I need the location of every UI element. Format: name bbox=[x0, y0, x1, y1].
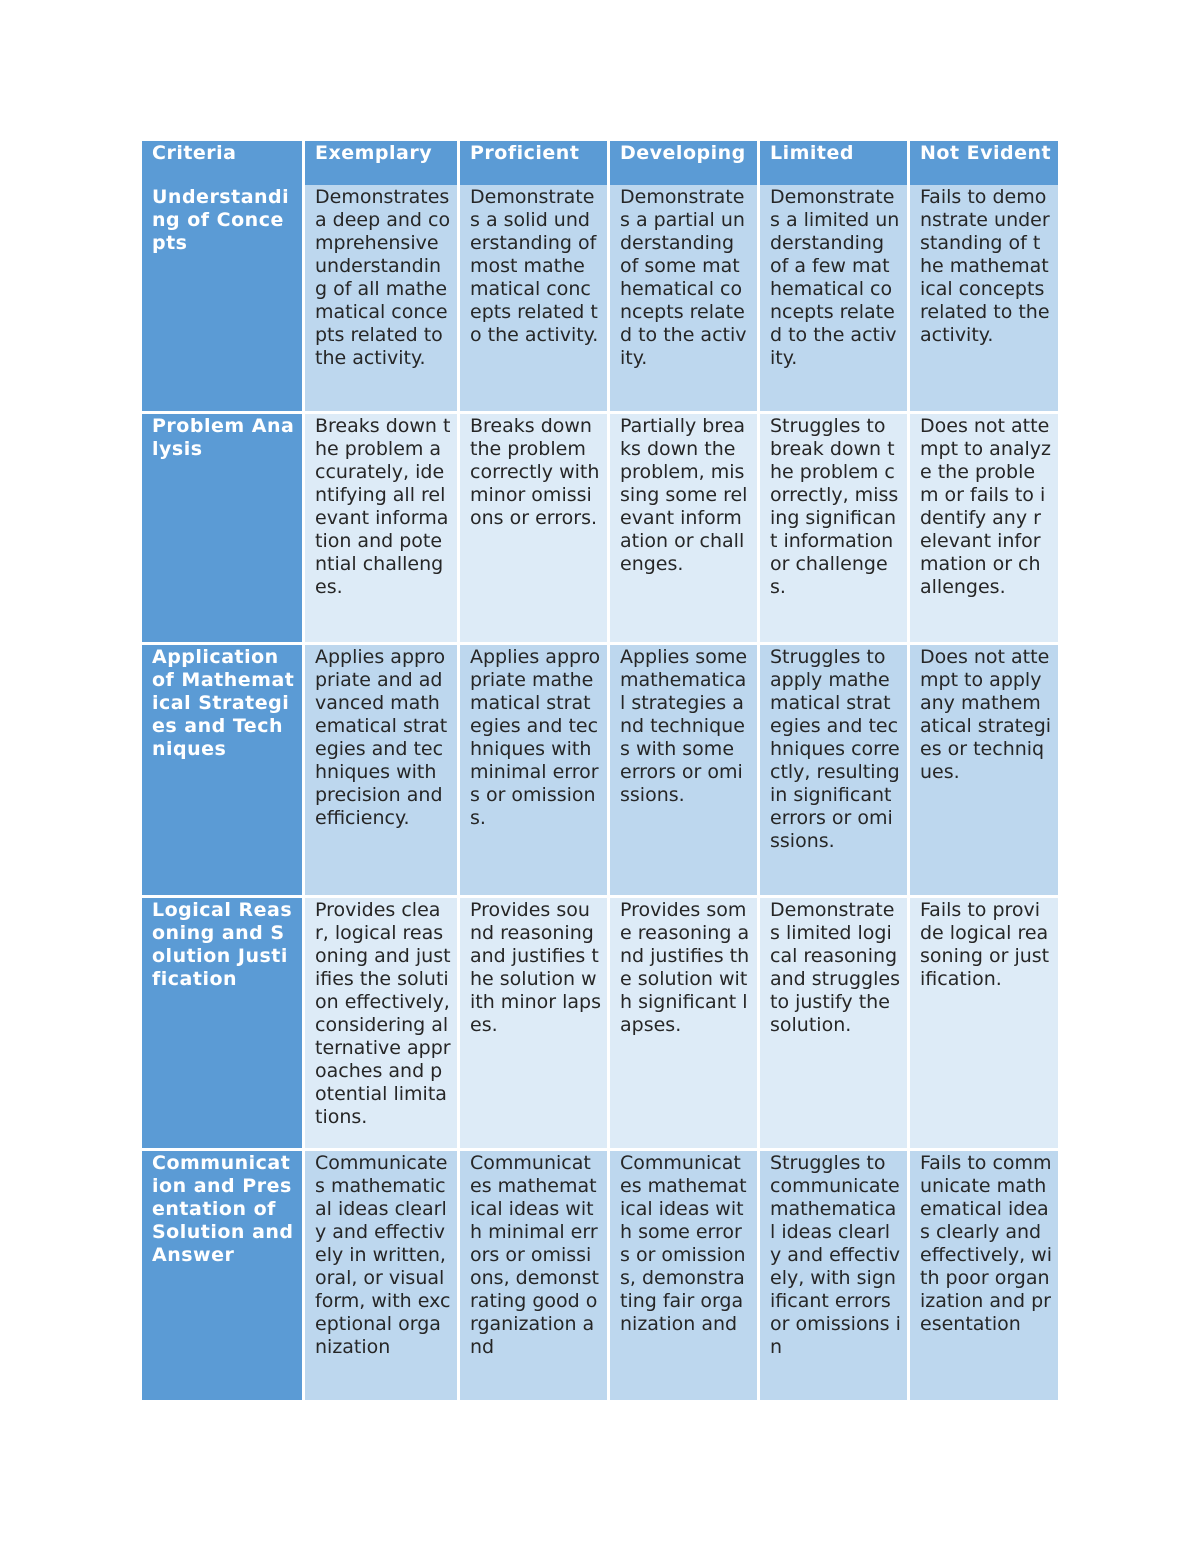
rubric-cell: Does not attempt to analyze the problem or fails to identify any relevant information or challenges. bbox=[910, 414, 1058, 645]
criterion-label: Understanding of Concepts bbox=[142, 185, 305, 414]
rubric-cell: Fails to provide logical reasoning or justification. bbox=[910, 898, 1058, 1151]
rubric-cell: Demonstrates a solid understanding of most mathematical concepts related to the activity. bbox=[460, 185, 610, 414]
rubric-cell: Applies appropriate and advanced mathematical strategies and techniques with precision and efficiency. bbox=[305, 645, 460, 898]
rubric-cell: Provides some reasoning and justifies the solution with significant lapses. bbox=[610, 898, 760, 1151]
rubric-cell: Does not attempt to apply any mathematical strategies or techniques. bbox=[910, 645, 1058, 898]
rubric-cell: Struggles to break down the problem correctly, missing significant information or challenges. bbox=[760, 414, 910, 645]
table-row bbox=[142, 1151, 1058, 1400]
rubric-table bbox=[142, 141, 1058, 1400]
rubric-cell: Fails to demonstrate understanding of the mathematical concepts related to the activity. bbox=[910, 185, 1058, 414]
header-limited: Limited bbox=[760, 141, 910, 185]
header-criteria: Criteria bbox=[142, 141, 305, 185]
rubric-cell: Demonstrates a deep and comprehensive understanding of all mathematical concepts related to the activity. bbox=[305, 185, 460, 414]
rubric-cell: Communicates mathematical ideas with some errors or omissions, demonstrating fair organization and bbox=[610, 1151, 760, 1400]
header-developing: Developing bbox=[610, 141, 760, 185]
rubric-cell: Applies appropriate mathematical strategies and techniques with minimal errors or omissions. bbox=[460, 645, 610, 898]
criterion-label: Application of Mathematical Strategies and Techniques bbox=[142, 645, 305, 898]
table-row bbox=[142, 185, 1058, 414]
rubric-cell: Struggles to apply mathematical strategies and techniques correctly, resulting in significant errors or omissions. bbox=[760, 645, 910, 898]
header-row bbox=[142, 141, 1058, 185]
rubric-cell: Communicates mathematical ideas clearly and effectively in written, oral, or visual form, with exceptional organization bbox=[305, 1151, 460, 1400]
rubric-cell: Demonstrates limited logical reasoning and struggles to justify the solution. bbox=[760, 898, 910, 1151]
rubric-cell: Applies some mathematical strategies and techniques with some errors or omissions. bbox=[610, 645, 760, 898]
rubric-cell: Fails to communicate mathematical ideas clearly and effectively, with poor organization and presentation bbox=[910, 1151, 1058, 1400]
rubric-cell: Struggles to communicate mathematical ideas clearly and effectively, with significant errors or omissions in bbox=[760, 1151, 910, 1400]
rubric-cell: Communicates mathematical ideas with minimal errors or omissions, demonstrating good organization and bbox=[460, 1151, 610, 1400]
rubric-cell: Provides clear, logical reasoning and justifies the solution effectively, considering alternative approaches and potential limitations. bbox=[305, 898, 460, 1151]
rubric-cell: Breaks down the problem correctly with minor omissions or errors. bbox=[460, 414, 610, 645]
criterion-label: Communication and Presentation of Solution and Answer bbox=[142, 1151, 305, 1400]
criterion-label: Logical Reasoning and Solution Justification bbox=[142, 898, 305, 1151]
rubric-cell: Provides sound reasoning and justifies the solution with minor lapses. bbox=[460, 898, 610, 1151]
rubric-cell: Demonstrates a partial understanding of some mathematical concepts related to the activity. bbox=[610, 185, 760, 414]
rubric-cell: Demonstrates a limited understanding of a few mathematical concepts related to the activity. bbox=[760, 185, 910, 414]
criterion-label: Problem Analysis bbox=[142, 414, 305, 645]
table-row bbox=[142, 898, 1058, 1151]
table-row bbox=[142, 414, 1058, 645]
rubric-cell: Breaks down the problem accurately, identifying all relevant information and potential challenges. bbox=[305, 414, 460, 645]
rubric-cell: Partially breaks down the problem, missing some relevant information or challenges. bbox=[610, 414, 760, 645]
header-proficient: Proficient bbox=[460, 141, 610, 185]
header-not-evident: Not Evident bbox=[910, 141, 1058, 185]
table-row bbox=[142, 645, 1058, 898]
header-exemplary: Exemplary bbox=[305, 141, 460, 185]
